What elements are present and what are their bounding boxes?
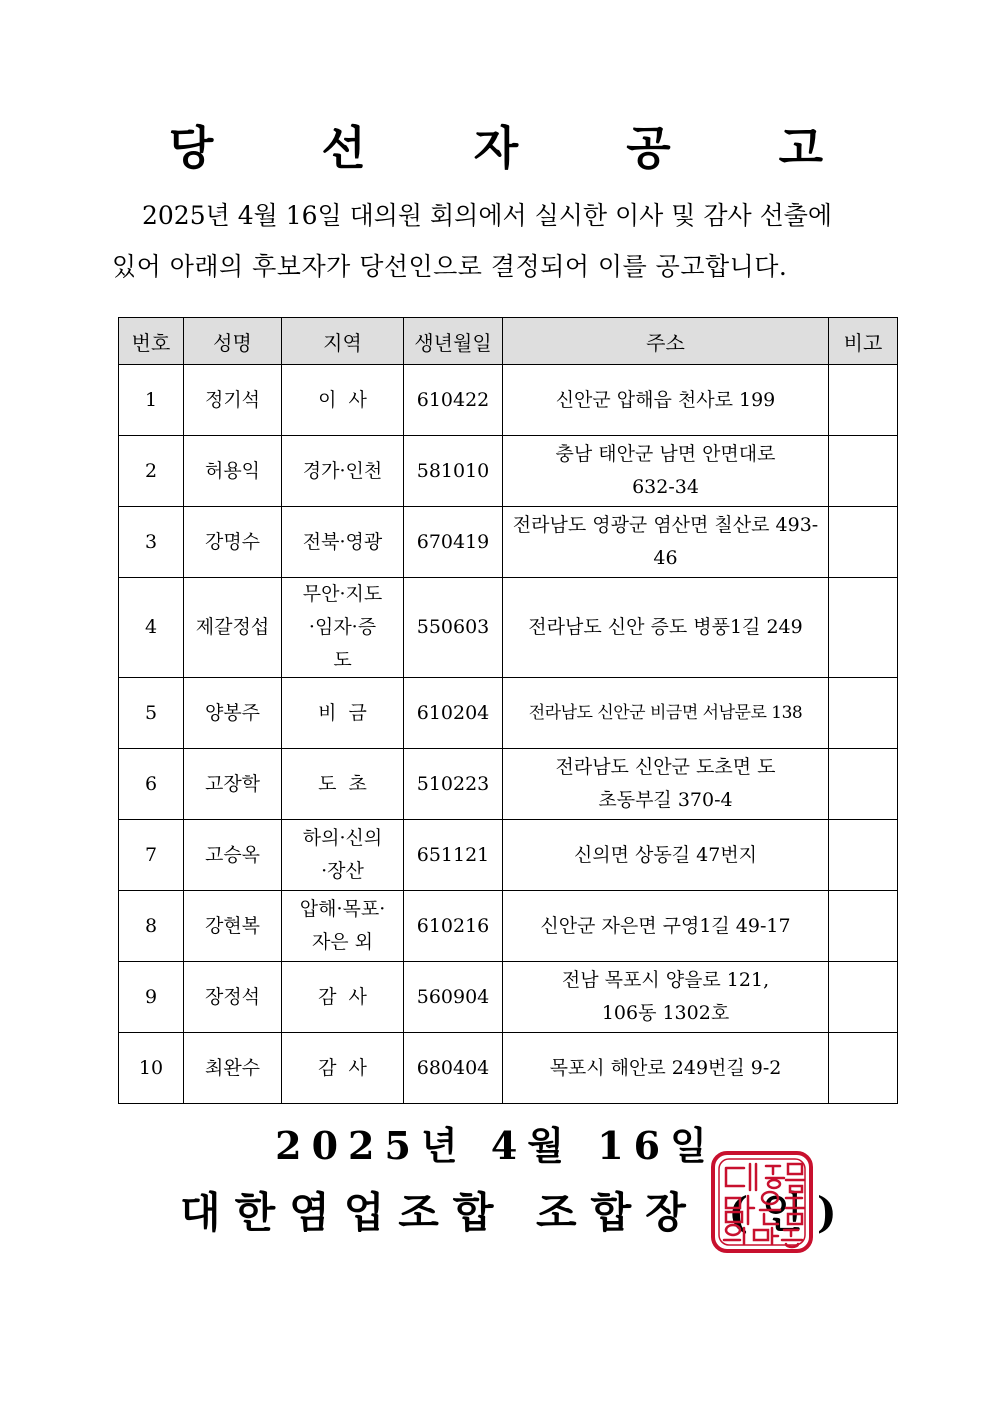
cell-number: 7 (119, 820, 184, 891)
issuer-signature: 대한염업조합 조합장 (인) (180, 1188, 851, 1237)
seal-text: 대한염업조합조합장인 (762, 1250, 772, 1251)
header-name: 성명 (184, 318, 282, 365)
table-row (119, 1033, 898, 1104)
cell-address: 전남 목포시 양을로 121, 106동 1302호 (503, 962, 829, 1033)
cell-note (829, 1033, 898, 1104)
table-row (119, 891, 898, 962)
cell-address: 목포시 해안로 249번길 9-2 (503, 1033, 829, 1104)
page-title: 당 선 자 공 고 (168, 121, 870, 175)
table-row (119, 436, 898, 507)
cell-birthdate: 670419 (404, 507, 503, 578)
cell-birthdate: 610216 (404, 891, 503, 962)
header-birthdate: 생년월일 (404, 318, 503, 365)
cell-note (829, 820, 898, 891)
cell-name: 강현복 (184, 891, 282, 962)
cell-birthdate: 680404 (404, 1033, 503, 1104)
cell-number: 10 (119, 1033, 184, 1104)
table-row (119, 749, 898, 820)
cell-note (829, 365, 898, 436)
cell-birthdate: 610422 (404, 365, 503, 436)
cell-name: 강명수 (184, 507, 282, 578)
cell-address: 신안군 압해읍 천사로 199 (503, 365, 829, 436)
announcement-line-2: 있어 아래의 후보자가 당선인으로 결정되어 이를 공고합니다. (112, 252, 788, 281)
cell-note (829, 507, 898, 578)
cell-birthdate: 510223 (404, 749, 503, 820)
cell-birthdate: 581010 (404, 436, 503, 507)
cell-name: 양봉주 (184, 678, 282, 749)
elected-candidates-table (118, 317, 898, 1104)
official-seal-icon (710, 1150, 814, 1254)
announcement-line-1: 2025년 4월 16일 대의원 회의에서 실시한 이사 및 감사 선출에 (142, 201, 833, 230)
cell-number: 8 (119, 891, 184, 962)
cell-name: 허용익 (184, 436, 282, 507)
cell-name: 장정석 (184, 962, 282, 1033)
cell-note (829, 578, 898, 678)
cell-number: 4 (119, 578, 184, 678)
cell-region: 전북·영광 (282, 507, 404, 578)
cell-region: 감 사 (282, 1033, 404, 1104)
cell-number: 2 (119, 436, 184, 507)
cell-region: 도 초 (282, 749, 404, 820)
cell-address: 전라남도 신안 증도 병풍1길 249 (503, 578, 829, 678)
cell-region: 하의·신의·장산 (282, 820, 404, 891)
cell-birthdate: 550603 (404, 578, 503, 678)
cell-region: 압해·목포·자은 외 (282, 891, 404, 962)
cell-name: 최완수 (184, 1033, 282, 1104)
cell-name: 고장학 (184, 749, 282, 820)
table-header-row (119, 318, 898, 365)
table-row (119, 578, 898, 678)
cell-region: 무안·지도·임자·증도 (282, 578, 404, 678)
table-row (119, 962, 898, 1033)
cell-birthdate: 610204 (404, 678, 503, 749)
announcement-date: 2025년 4월 16일 (275, 1123, 717, 1168)
cell-birthdate: 560904 (404, 962, 503, 1033)
cell-region: 경가·인천 (282, 436, 404, 507)
cell-address: 전라남도 신안군 비금면 서남문로 138 (503, 678, 829, 749)
header-address: 주소 (503, 318, 829, 365)
table-row (119, 820, 898, 891)
cell-region: 비 금 (282, 678, 404, 749)
cell-number: 1 (119, 365, 184, 436)
table-row (119, 507, 898, 578)
cell-note (829, 436, 898, 507)
header-number: 번호 (119, 318, 184, 365)
header-note: 비고 (829, 318, 898, 365)
cell-name: 제갈정섭 (184, 578, 282, 678)
cell-address: 신안군 자은면 구영1길 49-17 (503, 891, 829, 962)
cell-region: 이 사 (282, 365, 404, 436)
cell-region: 감 사 (282, 962, 404, 1033)
table-row (119, 365, 898, 436)
table-row (119, 678, 898, 749)
cell-number: 3 (119, 507, 184, 578)
cell-birthdate: 651121 (404, 820, 503, 891)
cell-note (829, 891, 898, 962)
cell-name: 정기석 (184, 365, 282, 436)
cell-note (829, 962, 898, 1033)
cell-number: 6 (119, 749, 184, 820)
cell-address: 전라남도 신안군 도초면 도초동부길 370-4 (503, 749, 829, 820)
header-region: 지역 (282, 318, 404, 365)
cell-name: 고승옥 (184, 820, 282, 891)
cell-note (829, 678, 898, 749)
cell-address: 신의면 상동길 47번지 (503, 820, 829, 891)
cell-address: 충남 태안군 남면 안면대로 632-34 (503, 436, 829, 507)
cell-number: 9 (119, 962, 184, 1033)
cell-note (829, 749, 898, 820)
cell-address: 전라남도 영광군 염산면 칠산로 493-46 (503, 507, 829, 578)
announcement-text (112, 190, 902, 292)
cell-number: 5 (119, 678, 184, 749)
